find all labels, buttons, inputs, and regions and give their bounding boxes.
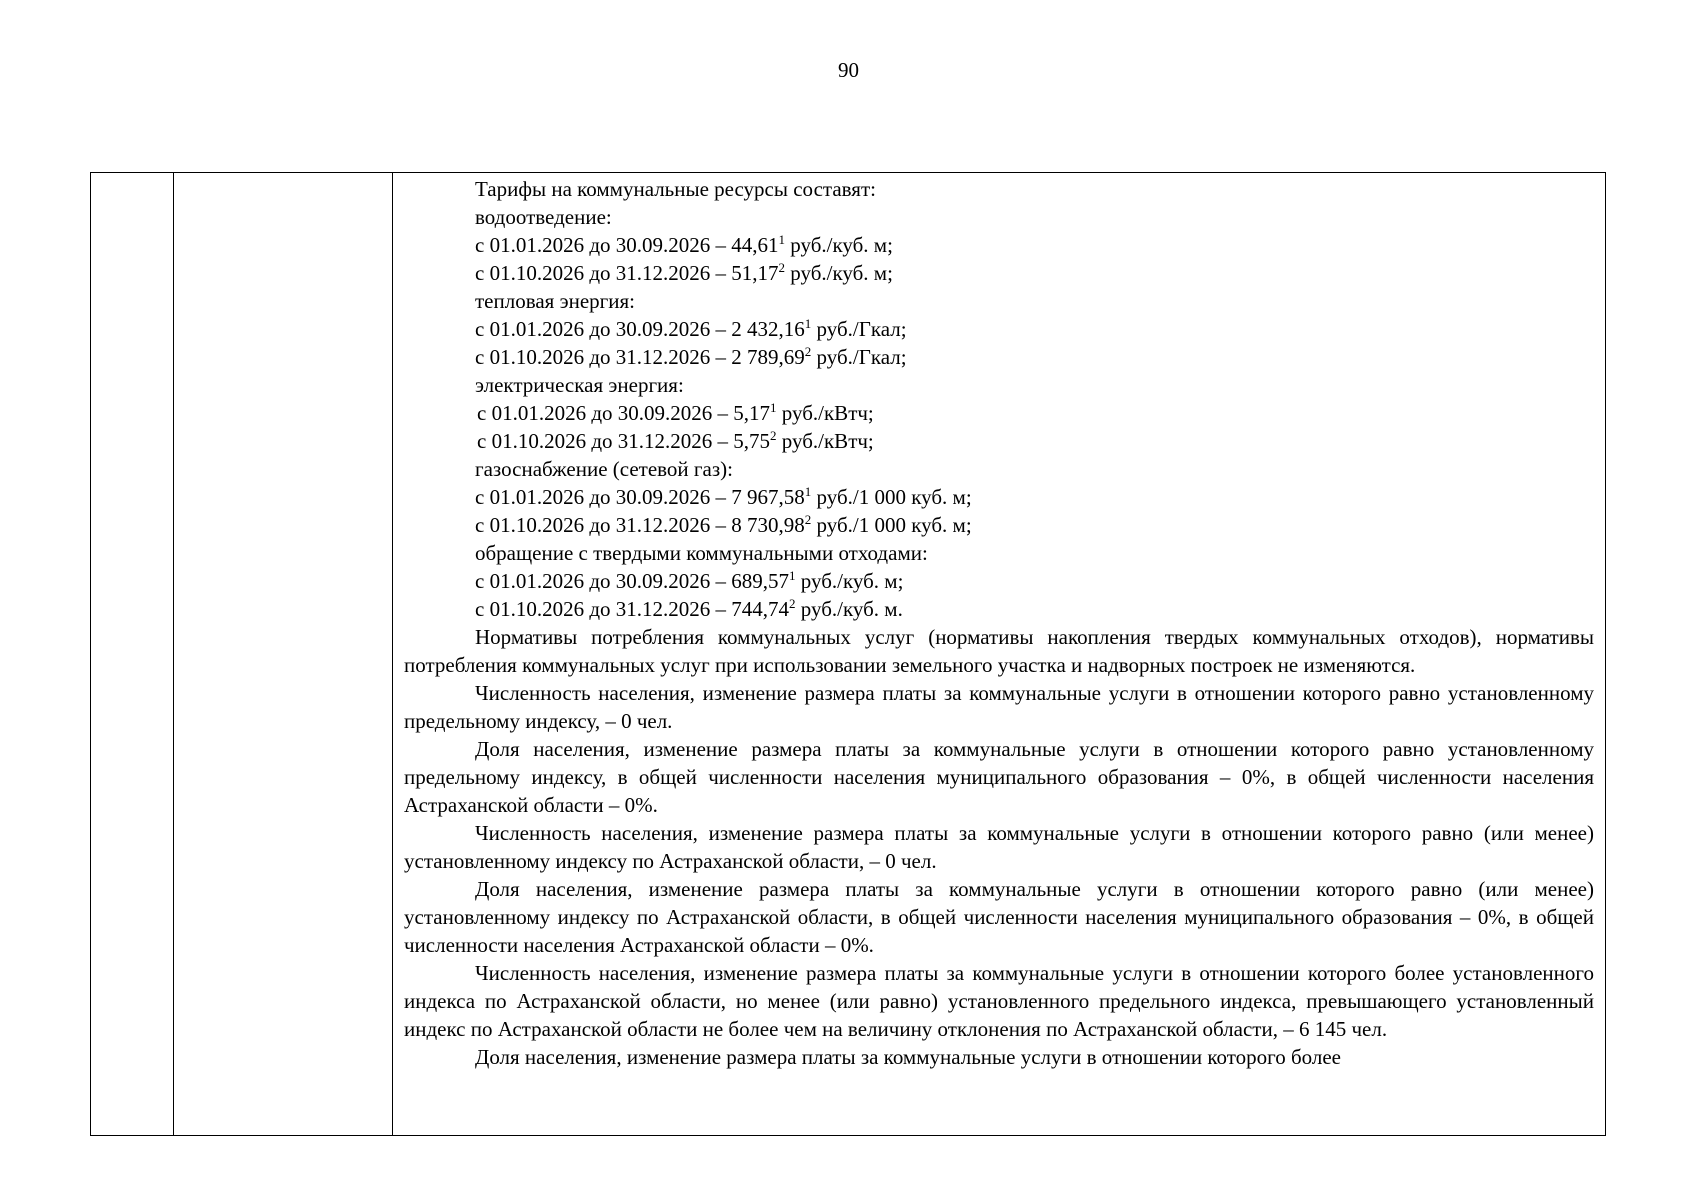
tariff-group-title: электрическая энергия: [475,373,684,397]
tariff-group-title: водоотведение: [475,205,612,229]
tariffs-intro: Тарифы на коммунальные ресурсы составят: [475,177,876,201]
paragraph: Доля населения, изменение размера платы за коммунальные услуги в отношении которого равно (или менее) установленному индексу по Астраханской области, в общей численности населения муниципального образования – 0%, в общей численности населения Астраханской области – 0%. [404,877,1594,957]
tariff-line: с 01.10.2026 до 31.12.2026 – 744,74$^2$ руб./куб. м. [475,596,903,621]
tariff-group-title: газоснабжение (сетевой газ): [475,457,733,481]
tariff-line: с 01.01.2026 до 30.09.2026 – 7 967,58$^1$ руб./1 000 куб. м; [475,484,972,509]
tariff-line: с 01.10.2026 до 31.12.2026 – 5,75$^2$ руб./кВтч; [477,428,874,453]
tariff-line: с 01.10.2026 до 31.12.2026 – 51,17$^2$ руб./куб. м; [475,260,893,285]
paragraph: Доля населения, изменение размера платы за коммунальные услуги в отношении которого более [475,1045,1342,1069]
paragraph: Численность населения, изменение размера платы за коммунальные услуги в отношении которого более установленного индекса по Астраханской области, но менее (или равно) установленного предельного индекса, превышающего установленный индекс по Астраханской области не более чем на величину отклонения по Астраханской области, – 6 145 чел. [404,961,1594,1041]
paragraph: Доля населения, изменение размера платы за коммунальные услуги в отношении которого равно установленному предельному индексу, в общей численности населения муниципального образования – 0%, в общей численности населения Астраханской области – 0%. [404,737,1594,817]
tariff-line: с 01.10.2026 до 31.12.2026 – 8 730,98$^2$ руб./1 000 куб. м; [475,512,972,537]
paragraph: Численность населения, изменение размера платы за коммунальные услуги в отношении которого равно (или менее) установленному индексу по Астраханской области, – 0 чел. [404,821,1594,873]
tariff-line: с 01.01.2026 до 30.09.2026 – 5,17$^1$ руб./кВтч; [477,400,874,425]
tariff-group-title: тепловая энергия: [475,289,636,313]
tariff-line: с 01.10.2026 до 31.12.2026 – 2 789,69$^2$ руб./Гкал; [475,344,907,369]
table-cell-name [174,173,393,1136]
tariff-line: с 01.01.2026 до 30.09.2026 – 2 432,16$^1$ руб./Гкал; [475,316,907,341]
tariff-line: с 01.01.2026 до 30.09.2026 – 689,57$^1$ руб./куб. м; [475,568,904,593]
paragraph: Численность населения, изменение размера платы за коммунальные услуги в отношении которого равно установленному предельному индексу, – 0 чел. [404,681,1594,733]
tariff-line: с 01.01.2026 до 30.09.2026 – 44,61$^1$ руб./куб. м; [475,232,893,257]
content-table [90,172,1606,1136]
paragraph: Нормативы потребления коммунальных услуг (нормативы накопления твердых коммунальных отходов), нормативы потребления коммунальных услуг при использовании земельного участка и надворных построек не изменяются. [404,625,1594,677]
table-cell-description [393,173,1606,1136]
tariff-group-title: обращение с твердыми коммунальными отходами: [475,541,928,565]
table-cell-number [91,173,174,1136]
page-number: 90 [838,58,859,82]
table-row [91,173,1606,1136]
